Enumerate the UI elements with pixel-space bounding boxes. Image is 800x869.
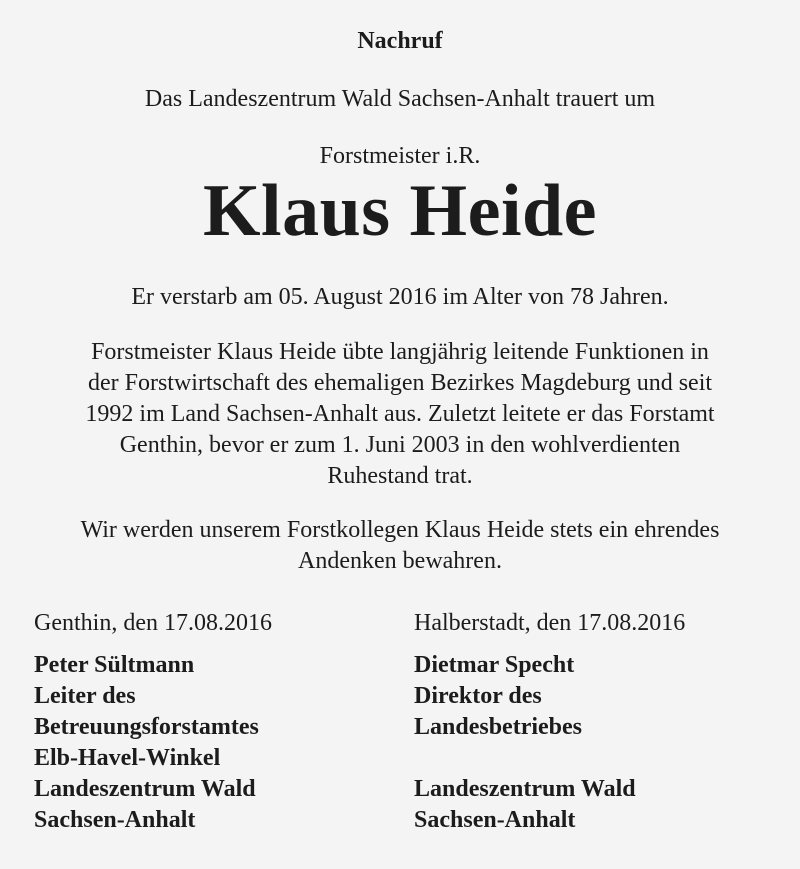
- signature-block-left: [34, 610, 272, 836]
- signatory-name: Dietmar Specht: [414, 652, 575, 678]
- notice-heading: Nachruf: [357, 28, 443, 54]
- biography-line: der Forstwirtschaft des ehemaligen Bezirkes Magdeburg und seit: [87, 370, 713, 396]
- intro-line: Das Landeszentrum Wald Sachsen-Anhalt trauert um: [144, 86, 656, 112]
- spacer: [414, 743, 685, 774]
- signatory-org-line: Sachsen-Anhalt: [34, 807, 196, 833]
- deceased-rank: Forstmeister i.R.: [319, 143, 481, 169]
- biography-line: Ruhestand trat.: [327, 463, 473, 489]
- signatory-title-line: Betreuungsforstamtes: [34, 714, 259, 740]
- signatory-name: Peter Sültmann: [34, 652, 195, 678]
- signatory-org-line: Landeszentrum Wald: [34, 776, 256, 802]
- biography-line: 1992 im Land Sachsen-Anhalt aus. Zuletzt leitete er das Forstamt: [85, 401, 715, 427]
- signatory-title-line: Direktor des: [414, 683, 542, 709]
- biography-paragraph: [20, 337, 780, 492]
- memory-line: Andenken bewahren.: [298, 548, 502, 574]
- signatory-title-line: Elb-Havel-Winkel: [34, 745, 221, 771]
- signatory-title-line: Leiter des: [34, 683, 136, 709]
- signature-place-date: Halberstadt, den 17.08.2016: [414, 610, 686, 636]
- deceased-name: Klaus Heide: [202, 170, 598, 252]
- death-statement: Er verstarb am 05. August 2016 im Alter von 78 Jahren.: [131, 284, 669, 310]
- signatory-org-line: Landeszentrum Wald: [414, 776, 636, 802]
- memory-paragraph: [20, 515, 780, 577]
- signature-block-right: [414, 610, 685, 836]
- signatory-title-line: Landesbetriebes: [414, 714, 582, 740]
- biography-line: Genthin, bevor er zum 1. Juni 2003 in den wohlverdienten: [119, 432, 681, 458]
- memory-line: Wir werden unserem Forstkollegen Klaus Heide stets ein ehrendes: [80, 517, 720, 543]
- signatory-org-line: Sachsen-Anhalt: [414, 807, 576, 833]
- signature-place-date: Genthin, den 17.08.2016: [34, 610, 272, 636]
- biography-line: Forstmeister Klaus Heide übte langjährig leitende Funktionen in: [91, 339, 709, 365]
